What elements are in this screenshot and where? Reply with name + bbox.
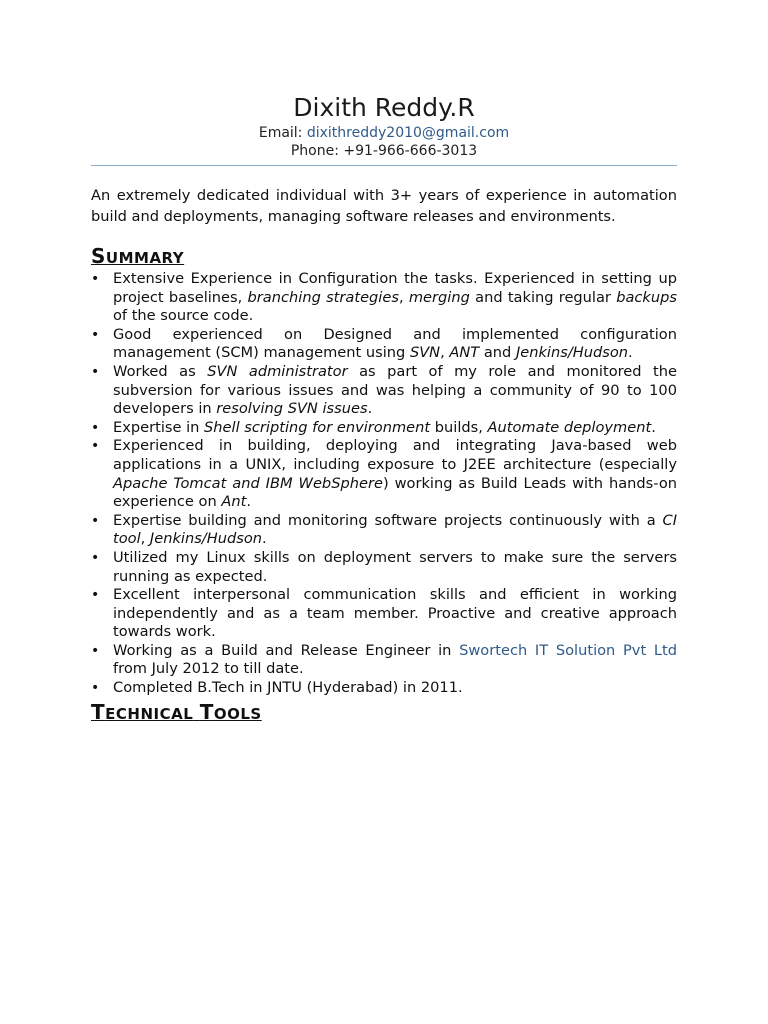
summary-bullet <box>91 512 677 549</box>
emphasis-text: Ant <box>221 493 247 511</box>
tools-heading-initial-2: T <box>199 699 214 724</box>
bullet-text: Worked as <box>113 362 208 380</box>
bullet-text: Completed B.Tech in JNTU (Hyderabad) in 2011. <box>113 679 463 697</box>
summary-heading-initial: S <box>91 244 106 268</box>
emphasis-text: Apache Tomcat and IBM WebSphere <box>113 474 383 492</box>
summary-bullet <box>91 419 677 438</box>
experience-list <box>91 642 677 698</box>
bullet-text: Good experienced on Designed and implemented configuration management (SCM) management using <box>113 325 677 362</box>
summary-list <box>91 270 677 642</box>
bullet-text: . <box>651 418 656 436</box>
tools-heading-initial-1: T <box>91 699 106 724</box>
summary-bullet <box>91 270 677 326</box>
emphasis-text: backups <box>616 288 677 306</box>
summary-heading <box>91 244 677 270</box>
resume-page <box>91 0 677 726</box>
bullet-text: and <box>479 344 516 362</box>
bullet-text: , <box>140 530 150 548</box>
bullet-text: and taking regular <box>469 288 617 306</box>
candidate-name: Dixith Reddy.R <box>293 93 475 122</box>
emphasis-text: Jenkins/Hudson <box>149 530 262 548</box>
intro-paragraph: An extremely dedicated individual with 3+ years of experience in automation build and deployments, managing software releases and environments. <box>91 187 677 225</box>
bullet-text: . <box>262 530 267 548</box>
summary-heading-rest: UMMARY <box>105 249 185 267</box>
email-label: Email: <box>258 125 307 141</box>
phone-line: Phone: +91-966-666-3013 <box>290 143 478 159</box>
email-link[interactable]: dixithreddy2010@gmail.com <box>306 125 510 141</box>
emphasis-text: CI tool <box>113 511 677 548</box>
technical-tools-heading <box>91 700 677 726</box>
emphasis-text: merging <box>408 288 470 306</box>
email-line <box>91 124 677 142</box>
bullet-text: Experienced in building, deploying and integrating Java-based web applications in a UNIX, including exposure to J2EE architecture (especially <box>113 437 677 473</box>
bullet-text: as part of my role and monitored the subversion for various issues and was helping a community of 90 to 100 developers in <box>113 362 677 418</box>
tools-heading-rest-2: OOLS <box>213 704 262 723</box>
summary-bullet <box>91 437 677 511</box>
bullet-text: of the source code. <box>113 307 254 325</box>
bullet-text: Working as a Build and Release Engineer in <box>113 641 460 659</box>
bullet-text: builds, <box>430 418 488 436</box>
bullet-text: Excellent interpersonal communication skills and efficient in working independently and as a team member. Proactive and creative approach towards work. <box>113 586 677 641</box>
bullet-text: from July 2012 to till date. <box>113 660 304 678</box>
company-link[interactable]: Swortech IT Solution Pvt Ltd <box>459 641 677 659</box>
experience-bullet <box>91 679 677 698</box>
summary-bullet <box>91 363 677 419</box>
emphasis-text: Jenkins/Hudson <box>515 344 629 362</box>
bullet-text: , <box>440 344 450 362</box>
bullet-text: , <box>398 288 409 306</box>
emphasis-text: Shell scripting for environment <box>204 418 431 436</box>
bullet-text: Expertise building and monitoring software projects continuously with a <box>113 511 663 529</box>
header-divider <box>91 165 677 166</box>
bullet-text: ) working as Build Leads with hands-on experience on <box>113 474 677 511</box>
emphasis-text: resolving SVN issues <box>216 400 368 418</box>
summary-bullet <box>91 549 677 586</box>
summary-bullet <box>91 326 677 363</box>
bullet-text: Extensive Experience in Configuration the tasks. Experienced in setting up project baselines, <box>113 270 677 306</box>
bullet-text: Expertise in <box>113 418 205 436</box>
summary-bullet <box>91 586 677 642</box>
bullet-text: . <box>246 493 251 511</box>
emphasis-text: Automate deployment <box>487 418 652 436</box>
tools-heading-rest-1: ECHNICAL <box>105 704 194 723</box>
experience-bullet <box>91 642 677 679</box>
emphasis-text: SVN administrator <box>207 362 348 380</box>
emphasis-text: ANT <box>449 344 480 362</box>
emphasis-text: branching strategies <box>247 288 399 306</box>
bullet-text: . <box>628 344 633 362</box>
emphasis-text: SVN <box>409 344 441 362</box>
bullet-text: . <box>367 400 373 418</box>
bullet-text: Utilized my Linux skills on deployment servers to make sure the servers running as expected. <box>113 548 677 585</box>
